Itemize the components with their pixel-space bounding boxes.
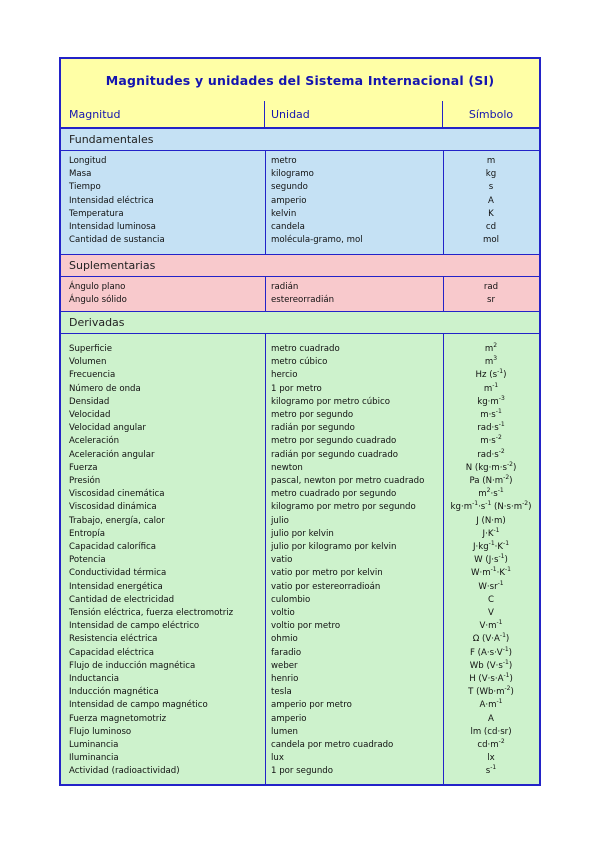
header-simbolo: Símbolo [468, 107, 514, 121]
magnitud-cell: Actividad (radioactividad) [69, 766, 180, 777]
magnitud-cell: Inducción magnética [69, 687, 159, 698]
unidad-cell: hercio [271, 370, 298, 381]
simbolo-cell: s [488, 182, 494, 193]
magnitud-cell: Temperatura [69, 208, 124, 219]
magnitud-cell: Tensión eléctrica, fuerza electromotriz [69, 608, 234, 618]
table-row [61, 475, 539, 488]
magnitud-cell: Conductividad térmica [69, 568, 167, 579]
unidad-cell: kilogramo por metro cúbico [271, 396, 390, 407]
simbolo-cell: $m^{-1}$ [483, 381, 499, 394]
magnitud-cell: Presión [69, 476, 101, 486]
table-row [61, 281, 539, 294]
magnitud-cell: Fuerza magnetomotriz [69, 713, 167, 724]
table-row [61, 462, 539, 475]
table-row [61, 607, 539, 620]
unidad-cell: 1 por segundo [271, 766, 334, 777]
magnitud-cell: Densidad [69, 396, 110, 407]
simbolo-cell: T $(Wb\cdot m^{-2})$ [468, 685, 514, 698]
simbolo-cell: H $(V\cdot s\cdot A^{-1})$ [469, 672, 513, 684]
unidad-cell: candela por metro cuadrado [271, 740, 394, 750]
header-magnitud: Magnitud [61, 101, 265, 127]
table-row [61, 501, 539, 514]
simbolo-cell: kg [485, 169, 497, 180]
magnitud-cell: Flujo luminoso [69, 726, 132, 737]
unidad-cell: kilogramo por metro por segundo [271, 502, 416, 513]
magnitud-cell: Inductancia [69, 674, 120, 684]
unidad-cell: pascal, newton por metro cuadrado [271, 476, 425, 486]
magnitud-cell: Cantidad de sustancia [69, 235, 165, 246]
table-row [61, 673, 539, 686]
simbolo-cell: Ω $(V\cdot A^{-1})$ [472, 632, 510, 645]
magnitud-cell: Superficie [69, 344, 112, 354]
simbolo-cell: $rad\cdot s^{-2}$ [477, 447, 505, 460]
magnitud-cell: Trabajo, energía, calor [69, 515, 165, 526]
simbolo-cell: cd [485, 222, 497, 232]
simbolo-cell: J (N·m) [476, 515, 506, 526]
magnitud-cell: Capacidad eléctrica [69, 647, 154, 658]
table-row [61, 647, 539, 660]
section-body-suplementarias [61, 277, 539, 312]
table-row [61, 396, 539, 409]
unidad-cell: radián [271, 282, 299, 292]
unidad-cell: metro cúbico [271, 357, 328, 368]
table-row [61, 356, 539, 369]
table-row [61, 567, 539, 580]
simbolo-cell: C [487, 594, 494, 605]
magnitud-cell: Ángulo plano [69, 282, 126, 292]
table-row [61, 581, 539, 594]
magnitud-cell: Potencia [69, 555, 106, 566]
table-row [61, 234, 539, 247]
table-row [61, 752, 539, 765]
unidad-cell: kilogramo [271, 169, 314, 180]
magnitud-cell: Cantidad de electricidad [69, 594, 175, 605]
unidad-cell: amperio [271, 713, 307, 724]
unidad-cell: lux [271, 753, 284, 764]
magnitud-cell: Entropía [69, 528, 105, 539]
unidad-cell: weber [271, 660, 298, 671]
simbolo-cell: lx [487, 753, 495, 764]
units-table [59, 57, 541, 786]
unidad-cell: metro cuadrado [271, 344, 340, 354]
table-row [61, 739, 539, 752]
unidad-cell: julio [271, 515, 289, 526]
magnitud-cell: Masa [69, 169, 92, 180]
section-body-derivadas [61, 334, 539, 784]
unidad-cell: vatio por metro por kelvin [271, 568, 383, 579]
unidad-cell: segundo [271, 182, 308, 193]
unidad-cell: voltio [271, 608, 295, 618]
section-header-fundamentales: Fundamentales [61, 129, 539, 151]
table-row [61, 449, 539, 462]
unidad-cell: newton [271, 462, 303, 473]
simbolo-cell: $V\cdot m^{-1}$ [479, 619, 503, 632]
simbolo-cell: A [488, 713, 494, 724]
magnitud-cell: Número de onda [69, 383, 141, 394]
unidad-cell: culombio [271, 594, 311, 605]
table-row [61, 208, 539, 221]
table-row [61, 221, 539, 234]
table-row [61, 594, 539, 607]
title-row [61, 59, 539, 103]
table-row [61, 343, 539, 356]
simbolo-cell: $m^3$ [484, 355, 498, 368]
magnitud-cell: Velocidad angular [69, 423, 146, 434]
table-row [61, 488, 539, 501]
table-row [61, 660, 539, 673]
section-header-derivadas: Derivadas [61, 312, 539, 334]
unidad-cell: kelvin [271, 208, 297, 219]
simbolo-cell: lm (cd·sr) [470, 726, 512, 737]
table-row [61, 528, 539, 541]
simbolo-cell: $rad\cdot s^{-1}$ [477, 421, 505, 434]
simbolo-cell: $kg\cdot m^{-1}\cdot s^{-1}$ $(N\cdot s\cdot m^{-2})$ [450, 500, 532, 513]
magnitud-cell: Intensidad luminosa [69, 222, 156, 232]
simbolo-cell: F $(A\cdot s\cdot V^{-1})$ [469, 645, 513, 658]
header-unidad: Unidad [265, 101, 443, 127]
simbolo-cell: Pa $(N\cdot m^{-2})$ [469, 474, 513, 486]
magnitud-cell: Frecuencia [69, 370, 116, 381]
section-header-suplementarias: Suplementarias [61, 255, 539, 277]
simbolo-cell: $s^{-1}$ [485, 764, 497, 777]
magnitud-cell: Intensidad de campo magnético [69, 700, 208, 711]
magnitud-cell: Velocidad [69, 410, 111, 420]
table-row [61, 699, 539, 712]
table-row [61, 294, 539, 307]
magnitud-cell: Volumen [69, 357, 107, 368]
simbolo-cell: $W\cdot m^{-1}\cdot K^{-1}$ [471, 566, 511, 579]
table-row [61, 383, 539, 396]
unidad-cell: 1 por metro [271, 383, 322, 394]
simbolo-cell: sr [486, 295, 495, 306]
table-row [61, 633, 539, 646]
simbolo-cell: W $(J\cdot s^{-1})$ [474, 553, 508, 566]
magnitud-cell: Flujo de inducción magnética [69, 660, 196, 671]
section-body-fundamentales [61, 151, 539, 255]
magnitud-cell: Luminancia [69, 740, 119, 750]
magnitud-cell: Intensidad energética [69, 581, 163, 592]
simbolo-cell: $kg\cdot m^{-3}$ [477, 394, 505, 407]
simbolo-cell: mol [482, 235, 500, 246]
simbolo-cell: $m^2$ [484, 342, 498, 354]
unidad-cell: metro [271, 156, 297, 166]
magnitud-cell: Viscosidad cinemática [69, 489, 165, 500]
simbolo-cell: $cd\cdot m^{-2}$ [477, 738, 505, 750]
unidad-cell: lumen [271, 726, 298, 737]
table-row [61, 554, 539, 567]
unidad-cell: radián por segundo cuadrado [271, 449, 399, 460]
magnitud-cell: Ángulo sólido [69, 295, 127, 306]
table-row [61, 541, 539, 554]
simbolo-cell: m [486, 156, 496, 166]
simbolo-cell: Hz $(s^{-1})$ [475, 368, 507, 381]
table-row [61, 369, 539, 382]
table-row [61, 686, 539, 699]
magnitud-cell: Tiempo [69, 182, 101, 193]
simbolo-cell: Wb $(V\cdot s^{-1})$ [469, 658, 513, 671]
simbolo-cell: rad [483, 282, 499, 292]
table-row [61, 181, 539, 194]
unidad-cell: vatio [271, 555, 293, 566]
table-row [61, 726, 539, 739]
simbolo-cell: $m^2\cdot s^{-1}$ [478, 487, 504, 500]
unidad-cell: metro cuadrado por segundo [271, 489, 397, 500]
magnitud-cell: Resistencia eléctrica [69, 634, 158, 645]
unidad-cell: julio por kelvin [271, 528, 334, 539]
simbolo-cell: $W\cdot sr^{-1}$ [478, 579, 504, 592]
simbolo-cell: V [488, 608, 494, 618]
table-row [61, 620, 539, 633]
simbolo-cell: $J\cdot K^{-1}$ [482, 526, 500, 539]
simbolo-cell: K [488, 208, 494, 219]
unidad-cell: ohmio [271, 634, 298, 645]
simbolo-cell: N $(kg\cdot m\cdot s^{-2})$ [465, 460, 517, 473]
unidad-cell: amperio [271, 195, 307, 206]
table-row [61, 195, 539, 208]
unidad-cell: voltio por metro [271, 621, 341, 632]
simbolo-cell: $J\cdot kg^{-1}\cdot K^{-1}$ [472, 540, 510, 552]
table-row [61, 409, 539, 422]
unidad-cell: radián por segundo [271, 423, 355, 434]
simbolo-cell: $m\cdot s^{-1}$ [480, 408, 502, 420]
magnitud-cell: Viscosidad dinámica [69, 502, 157, 513]
magnitud-cell: Intensidad eléctrica [69, 195, 154, 206]
unidad-cell: candela [271, 222, 305, 232]
page-title: Magnitudes y unidades del Sistema Internacional (SI) [105, 72, 495, 88]
unidad-cell: estereorradián [271, 295, 335, 306]
unidad-cell: molécula-gramo, mol [271, 235, 363, 246]
magnitud-cell: Aceleración angular [69, 449, 155, 460]
simbolo-cell: $A\cdot m^{-1}$ [479, 698, 503, 711]
unidad-cell: tesla [271, 687, 292, 698]
table-row [61, 422, 539, 435]
simbolo-cell: A [488, 195, 494, 206]
table-row [61, 168, 539, 181]
magnitud-cell: Aceleración [69, 436, 120, 447]
unidad-cell: vatio por estereorradioán [271, 581, 381, 592]
magnitud-cell: Longitud [69, 156, 107, 166]
magnitud-cell: Fuerza [69, 462, 98, 473]
table-row [61, 713, 539, 726]
table-row [61, 765, 539, 778]
unidad-cell: metro por segundo [271, 410, 354, 420]
simbolo-cell: $m\cdot s^{-2}$ [480, 434, 502, 447]
column-header-row [61, 101, 539, 129]
unidad-cell: henrio [271, 674, 299, 684]
table-row [61, 155, 539, 168]
unidad-cell: julio por kilogramo por kelvin [271, 542, 397, 552]
unidad-cell: metro por segundo cuadrado [271, 436, 397, 447]
magnitud-cell: Iluminancia [69, 753, 119, 764]
magnitud-cell: Intensidad de campo eléctrico [69, 621, 200, 632]
magnitud-cell: Capacidad calorífica [69, 542, 156, 552]
unidad-cell: amperio por metro [271, 700, 352, 711]
table-row [61, 515, 539, 528]
unidad-cell: faradio [271, 647, 302, 658]
table-row [61, 435, 539, 448]
